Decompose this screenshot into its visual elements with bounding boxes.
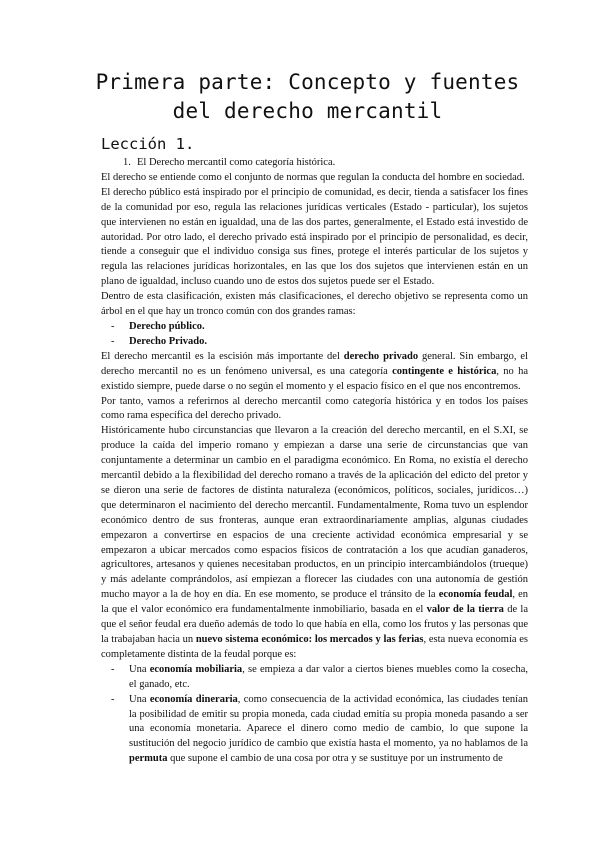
list-item: - Derecho público.	[111, 320, 205, 332]
document-body	[101, 156, 528, 767]
page-title: Primera parte: Concepto y fuentes del derecho mercantil	[95, 70, 520, 123]
paragraph-history: Históricamente hubo circunstancias que llevaron a la creación del derecho mercantil, en el S.XI, se produce la caída del imperio romano y empiezan a darse una serie de circunstancias que van conjuntamente a determinar un cambio en el paradigma económico. En Roma, no existía el derecho mercantil debido a la flexibilidad del derecho romano a través de la aplicación del edicto del pretor y se dieron una serie de factores de distinta naturaleza (económicos, políticos, sociales, jurídicos…) que determinaron el nacimiento del derecho mercantil. Fundamentalmente, Roma tuvo un esplendor económico dentro de sus fronteras, aunque eran extraordinariamente amplias, algunas ciudades empezaron a convertirse en espacios de una creciente actividad económica empresarial y se empezaron a ubicar mercados como espacios físicos de contratación a los que acudían ganaderos, agricultores, artesanos y quienes necesitaban productos, en un principio intercambiándolos (trueque) y más adelante comprándolos, así empiezan a florecer las ciudades con una autonomía de gestión mucho mayor a la de hoy en día. En ese momento, se produce el tránsito de la economía feudal, en la que el valor económico era fundamentalmente inmobiliario, basada en el valor de la tierra de la que el señor feudal era dueño además de todo lo que había en ella, como los frutos y las personas que la trabajaban hacia un nuevo sistema económico: los mercados y las ferias, esta nueva economía es completamente distinta de la feudal porque es:	[101, 425, 528, 660]
section-heading	[123, 156, 528, 171]
paragraph-mercantil: El derecho mercantil es la escisión más importante del derecho privado general. Sin embargo, el derecho mercantil no es un fenómeno universal, es una categoría contingente e histórica, no ha existido siempre, puede darse o no según el momento y el espacio físico en el que nos encontremos.	[101, 350, 529, 392]
branch-private: Derecho Privado.	[129, 335, 207, 347]
paragraph-public-private: El derecho público está inspirado por el principio de comunidad, es decir, tienda a satisfacer los fines de la comunidad por eso, regula las relaciones jurídicas verticales (Estado - particular), los sujetos que intervienen no están en igualdad, una de las dos partes, generalmente, el Estado está investido de autoridad. Por otro lado, el derecho privado está inspirado por el principio de personalidad, es decir, tiende a conseguir que el individuo consiga sus fines, protege el interés particular de los sujetos y regula las relaciones jurídicas horizontales, en las que los dos sujetos que intervienen están en un plano de igualdad, incluso cuando uno de estos dos sujetos puede ser el Estado.	[101, 186, 528, 288]
section-number: 1.	[123, 157, 131, 168]
economy-list	[101, 663, 528, 767]
branch-public: Derecho público.	[129, 320, 205, 332]
list-item: - Una economía dineraria, como consecuencia de la actividad económica, las ciudades tenían la posibilidad de emitir su propia moneda, cada ciudad emitía su propia moneda pasando a ser una economía monetaria. Aparece el dinero como medio de cambio, lo que supone la sustitución del negocio jurídico de cambio que existía hasta el momento, ya no hablamos de la permuta que supone el cambio de una cosa por otra y se sustituye por un instrumento de	[111, 693, 528, 765]
paragraph-definition: El derecho se entiende como el conjunto de normas que regulan la conducta del hombre en sociedad.	[101, 171, 525, 183]
lesson-heading: Lección 1.	[101, 135, 195, 153]
branches-list	[101, 320, 528, 350]
paragraph-historic-category: Por tanto, vamos a referirnos al derecho mercantil como categoría histórica y en todos los países como rama específica del derecho privado.	[101, 395, 528, 422]
list-item: - Derecho Privado.	[111, 335, 207, 347]
list-item: - Una economía mobiliaria, se empieza a dar valor a ciertos bienes muebles como la cosecha, el ganado, etc.	[111, 663, 528, 690]
paragraph-classification: Dentro de esta clasificación, existen más clasificaciones, el derecho objetivo se representa como un árbol en el que hay un tronco común con dos grandes ramas:	[101, 291, 528, 318]
section-title: El Derecho mercantil como categoría histórica.	[137, 157, 336, 168]
